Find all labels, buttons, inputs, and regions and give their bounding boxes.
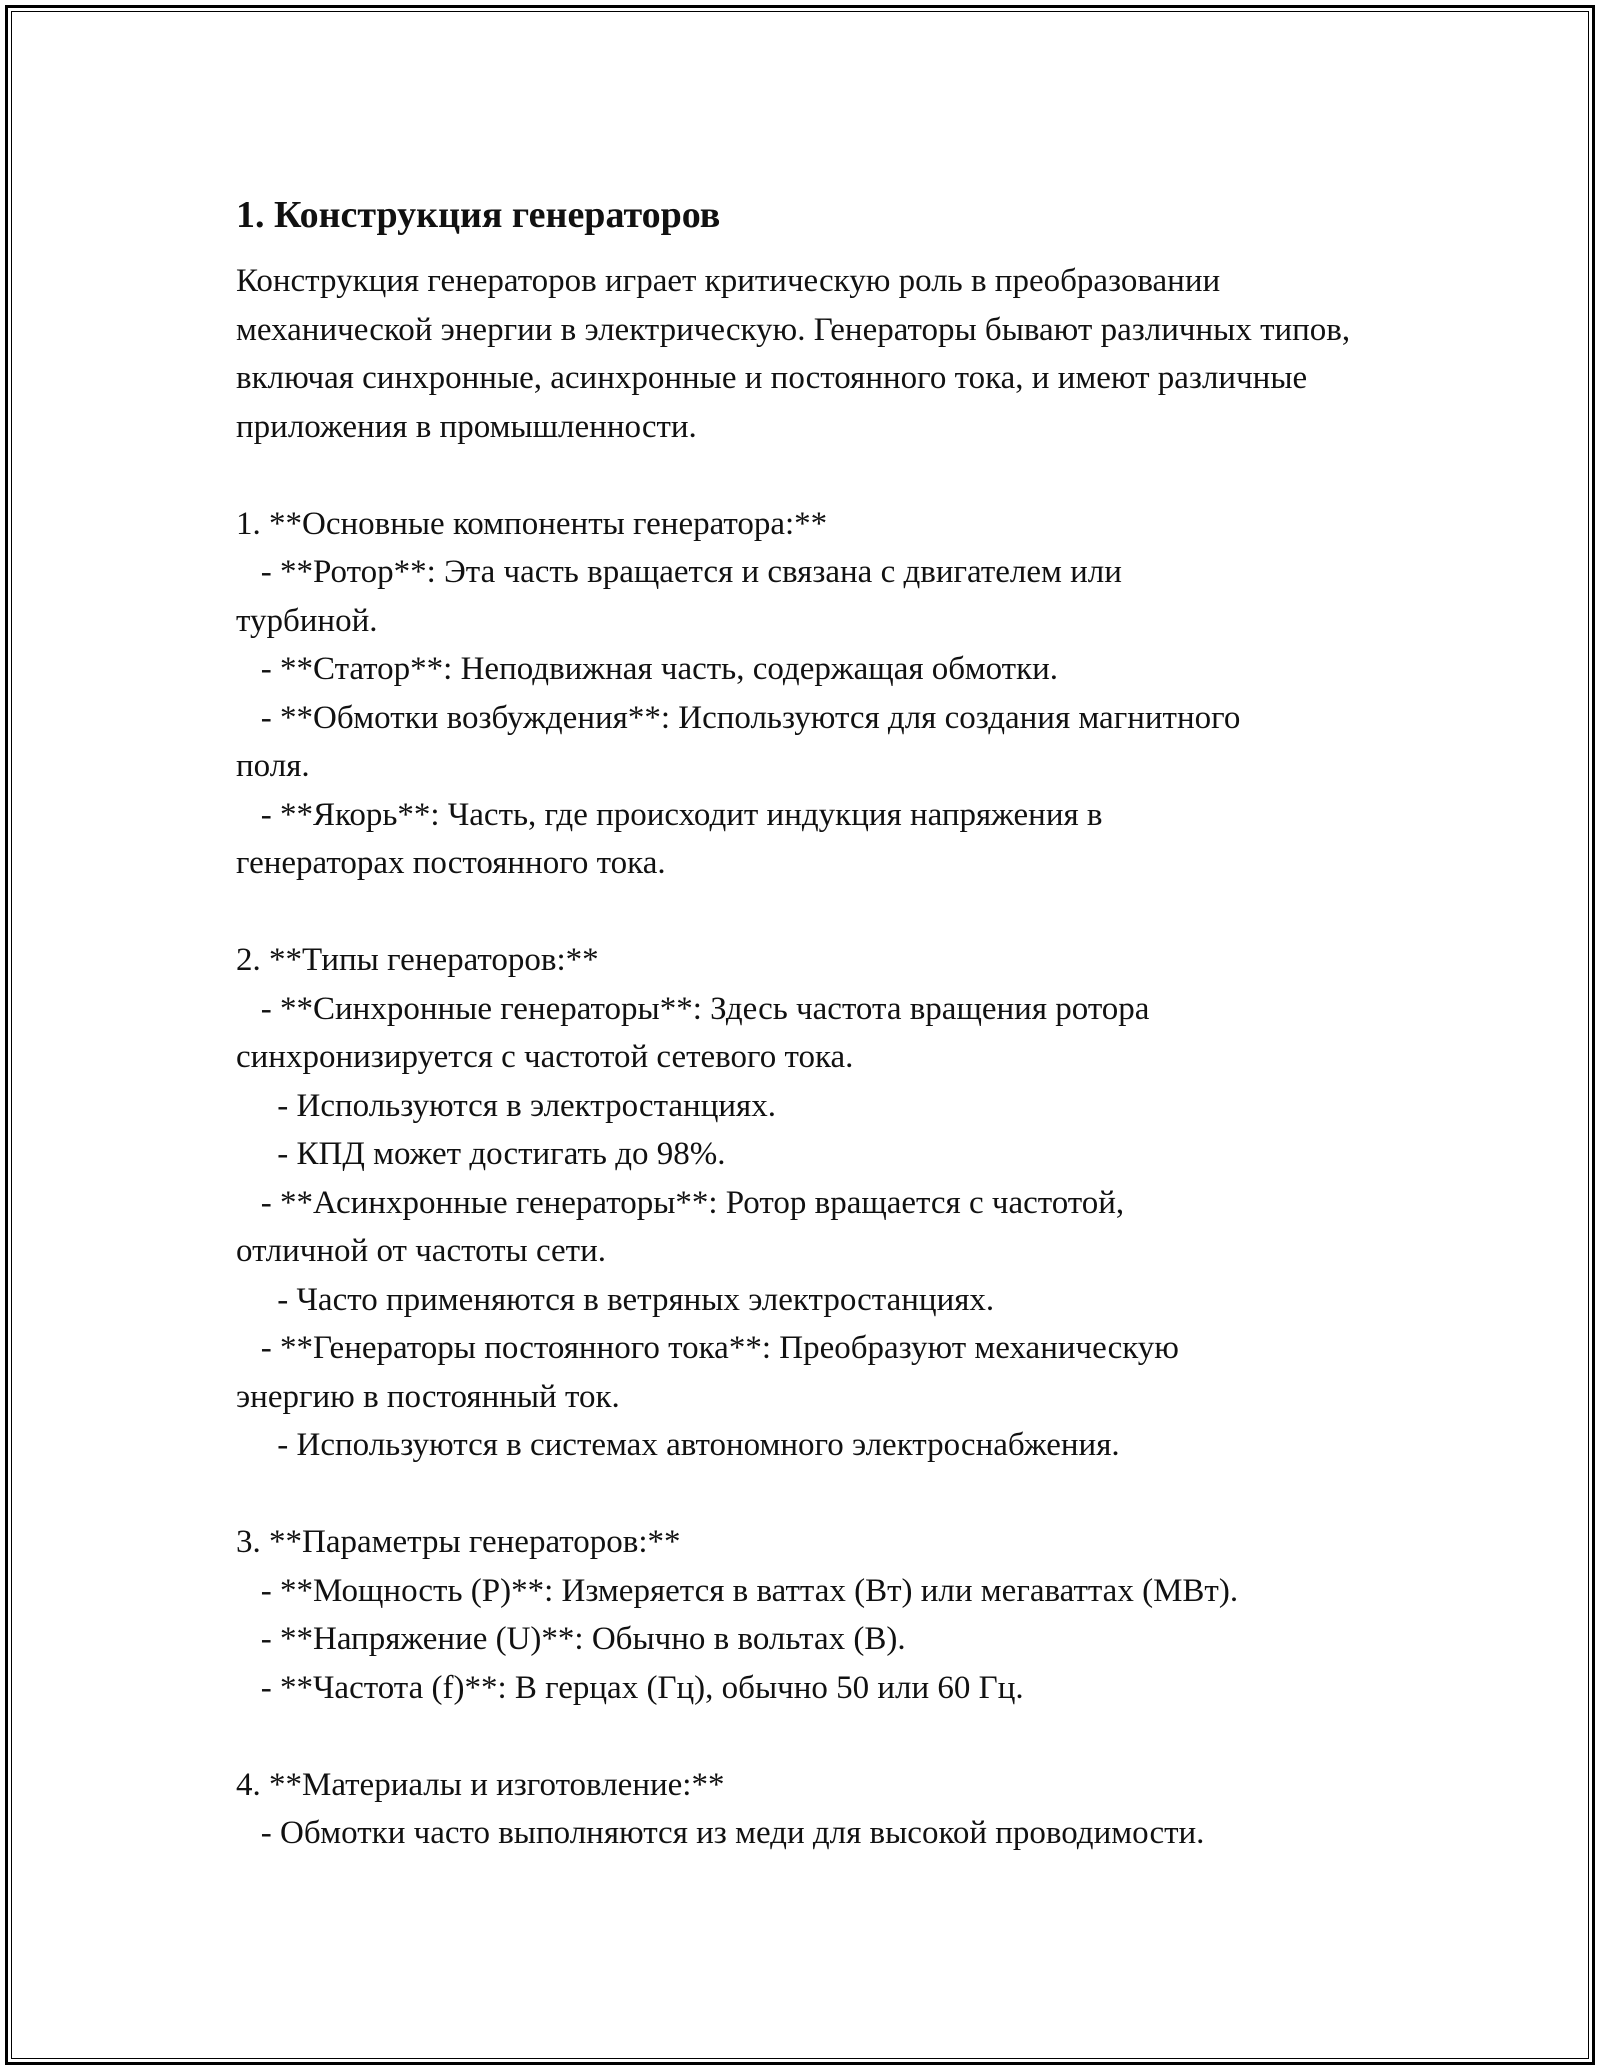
list-item: - **Генераторы постоянного тока**: Преобразуют механическую: [236, 1330, 1179, 1366]
section-block: [236, 1518, 1396, 1712]
section-heading: 2. **Типы генераторов:**: [236, 942, 599, 978]
list-item: - КПД может достигать до 98%.: [236, 1136, 726, 1172]
section-heading: 1. **Основные компоненты генератора:**: [236, 505, 828, 542]
list-item-continuation: синхронизируется с частотой сетевого тока.: [236, 1039, 854, 1075]
list-item: - **Частота (f)**: В герцах (Гц), обычно 50 или 60 Гц.: [236, 1669, 1024, 1706]
section-block: [236, 500, 1396, 888]
document-page: [236, 185, 1396, 1858]
section-heading: 3. **Параметры генераторов:**: [236, 1524, 681, 1560]
list-item: - **Статор**: Неподвижная часть, содержащая обмотки.: [236, 651, 1059, 687]
list-item: - **Якорь**: Часть, где происходит индукция напряжения в: [236, 796, 1103, 833]
intro-paragraph: Конструкция генераторов играет критическую роль в преобразовании механической энергии в электрическую. Генераторы бывают различных типов, включая синхронные, асинхронные и постоянного тока, и имеют различные приложения в промышленности.: [236, 263, 1351, 445]
list-item: - Обмотки часто выполняются из меди для высокой проводимости.: [236, 1815, 1205, 1851]
list-item: - **Напряжение (U)**: Обычно в вольтах (В).: [236, 1621, 906, 1657]
list-item-continuation: турбиной.: [236, 602, 378, 639]
list-item: - Используются в электростанциях.: [236, 1087, 776, 1124]
document-title: 1. Конструкция генераторов: [236, 194, 721, 236]
sections-container: [236, 500, 1396, 1858]
list-item: - Используются в системах автономного электроснабжения.: [236, 1427, 1120, 1463]
list-item-continuation: энергию в постоянный ток.: [236, 1378, 620, 1415]
list-item-continuation: отличной от частоты сети.: [236, 1233, 607, 1269]
list-item: - **Ротор**: Эта часть вращается и связана с двигателем или: [236, 554, 1122, 590]
list-item-continuation: поля.: [236, 748, 310, 784]
list-item: - **Мощность (P)**: Измеряется в ваттах (Вт) или мегаваттах (МВт).: [236, 1572, 1239, 1609]
list-item: - **Синхронные генераторы**: Здесь частота вращения ротора: [236, 990, 1150, 1027]
section-block: [236, 936, 1396, 1470]
list-item-continuation: генераторах постоянного тока.: [236, 845, 666, 881]
section-heading: 4. **Материалы и изготовление:**: [236, 1766, 725, 1803]
list-item: - **Асинхронные генераторы**: Ротор вращается с частотой,: [236, 1184, 1125, 1221]
list-item: - **Обмотки возбуждения**: Используются для создания магнитного: [236, 699, 1241, 736]
section-block: [236, 1761, 1396, 1858]
list-item: - Часто применяются в ветряных электростанциях.: [236, 1281, 995, 1318]
